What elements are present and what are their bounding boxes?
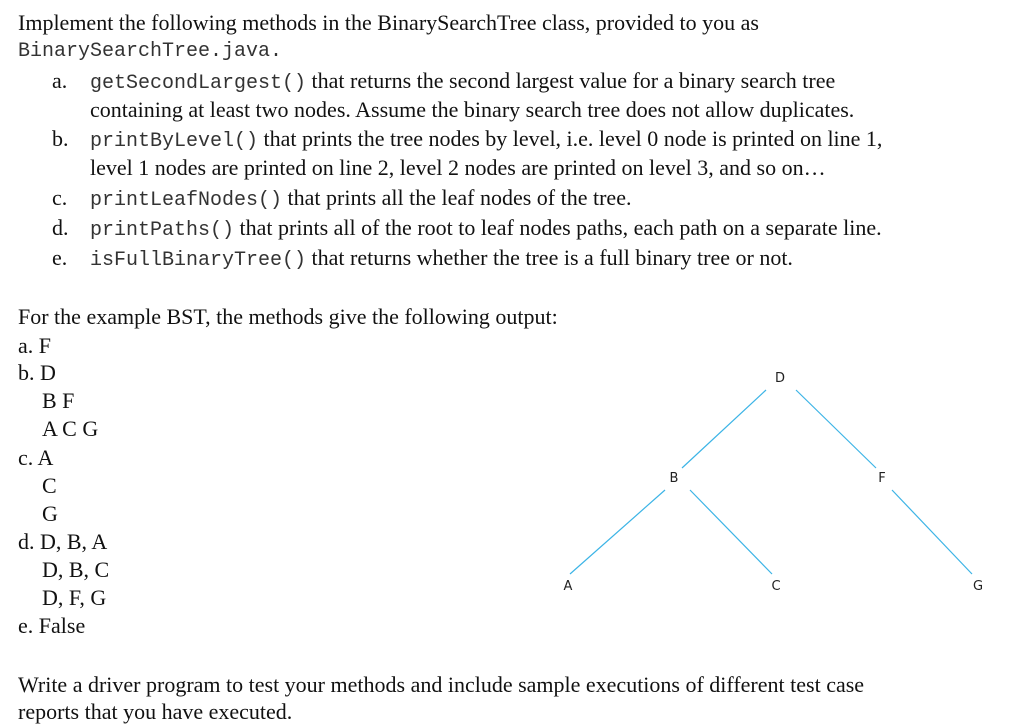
task-description: that returns whether the tree is a full binary tree or not. (306, 245, 793, 270)
tree-node-a: A (563, 579, 573, 594)
tree-edge (690, 490, 772, 574)
output-line: a. F (18, 333, 51, 358)
example-heading: For the example BST, the methods give the following output: (18, 304, 558, 329)
tree-edge (796, 390, 876, 468)
task-description: that returns the second largest value for a binary search tree (306, 68, 836, 93)
tree-node-d: D (774, 371, 786, 386)
method-name: printLeafNodes() (90, 189, 283, 212)
task-description: that prints all the leaf nodes of the tree. (282, 185, 632, 210)
task-description-cont: level 1 nodes are printed on line 2, level 2 nodes are printed on level 3, and so on… (90, 155, 826, 180)
tree-edge (682, 390, 766, 468)
task-description-cont: containing at least two nodes. Assume the binary search tree does not allow duplicates. (90, 97, 855, 122)
output-line: G (42, 501, 58, 526)
task-letter: b. (52, 126, 69, 151)
task-description: that prints all of the root to leaf nodes paths, each path on a separate line. (234, 215, 882, 240)
task-description: that prints the tree nodes by level, i.e. level 0 node is printed on line 1, (258, 126, 883, 151)
output-line: b. D (18, 360, 56, 385)
tree-edge (570, 490, 665, 574)
tree-edge (892, 490, 972, 574)
tree-node-g: G (972, 579, 984, 594)
output-line: c. A (18, 445, 54, 470)
tree-node-b: B (669, 471, 679, 486)
output-line: C (42, 473, 57, 498)
output-line: A C G (42, 416, 99, 441)
task-letter: a. (52, 68, 68, 93)
method-name: isFullBinaryTree() (90, 249, 307, 272)
intro-filename: BinarySearchTree.java. (18, 40, 283, 63)
tree-node-f: F (878, 471, 886, 486)
output-line: d. D, B, A (18, 529, 108, 554)
intro-text: Implement the following methods in the BinarySearchTree class, provided to you as (18, 10, 759, 35)
output-line: e. False (18, 613, 86, 638)
output-line: D, B, C (42, 557, 110, 582)
method-name: printByLevel() (90, 130, 259, 153)
output-line: D, F, G (42, 585, 107, 610)
method-name: printPaths() (90, 219, 235, 242)
task-letter: d. (52, 215, 69, 240)
task-letter: e. (52, 245, 68, 270)
output-line: B F (42, 388, 75, 413)
footer-text: Write a driver program to test your methods and include sample executions of different test case (18, 672, 865, 697)
footer-text-cont: reports that you have executed. (18, 699, 293, 724)
task-letter: c. (52, 185, 68, 210)
tree-node-c: C (771, 579, 781, 594)
method-name: getSecondLargest() (90, 72, 307, 95)
